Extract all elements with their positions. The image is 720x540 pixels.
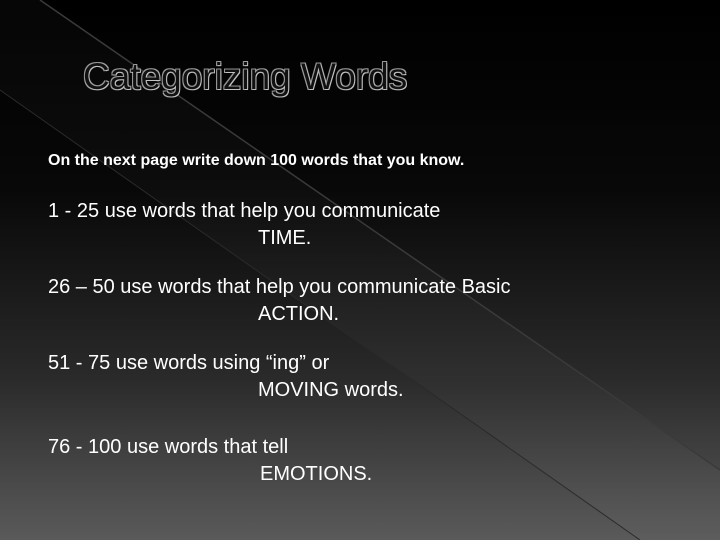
list-item-category-text: TIME.	[258, 227, 312, 249]
list-item	[48, 350, 404, 404]
list-item	[48, 198, 440, 252]
list-item	[48, 274, 510, 328]
list-item-category-text: ACTION.	[258, 303, 340, 325]
list-item	[48, 434, 372, 488]
list-item-range-text: 51 - 75 use words using “ing” or	[48, 352, 330, 374]
list-item-category-text: MOVING words.	[258, 379, 404, 401]
list-item-category-text: EMOTIONS.	[260, 463, 373, 485]
list-item-range-text: 76 - 100 use words that tell	[48, 436, 289, 458]
slide-title: Categorizing Words	[83, 56, 408, 97]
list-item-range-text: 26 – 50 use words that help you communicate Basic	[48, 276, 511, 298]
list-item-range-text: 1 - 25 use words that help you communicate	[48, 200, 441, 222]
intro-text: On the next page write down 100 words that you know.	[48, 152, 465, 169]
